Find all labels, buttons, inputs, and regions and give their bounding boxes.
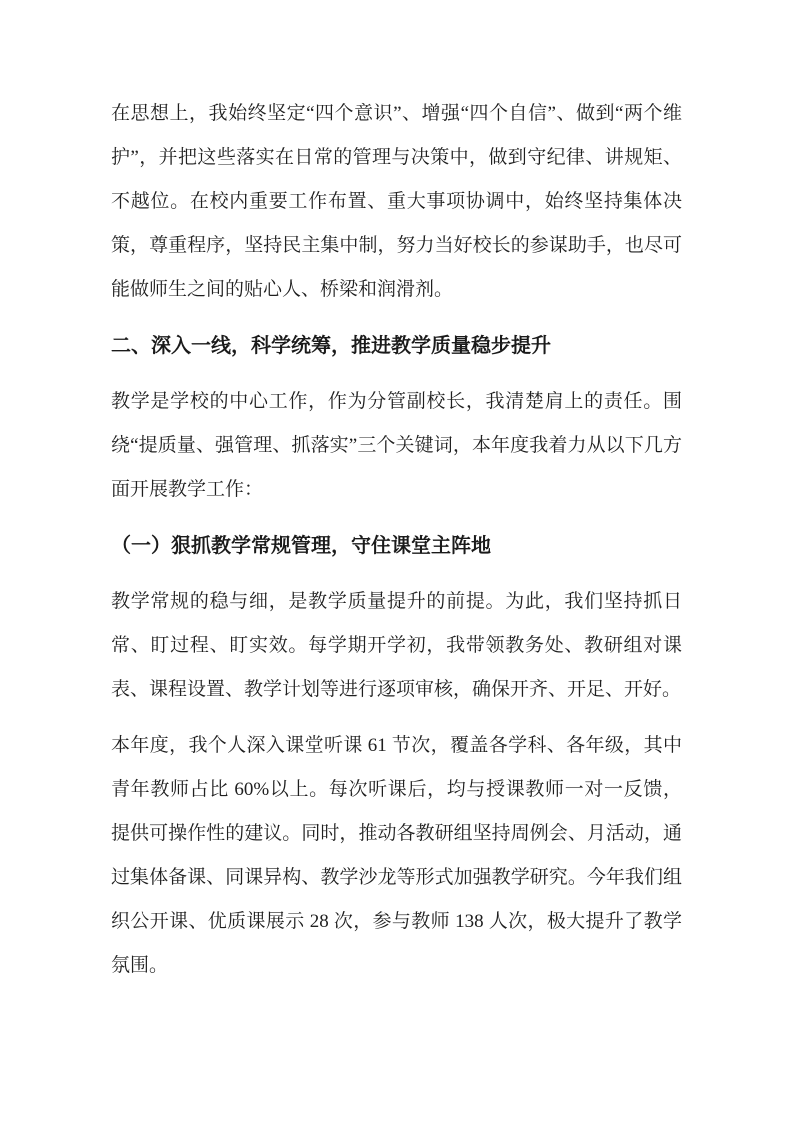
paragraph-routine-management: 教学常规的稳与细，是教学质量提升的前提。为此，我们坚持抓日常、盯过程、盯实效。每学期开学初，我带领教务处、教研组对课表、课程设置、教学计划等进行逐项审核，确保开齐、开足、开好。	[111, 591, 682, 700]
heading-section-two-teaching-quality: 二、深入一线，科学统筹，推进教学质量稳步提升	[111, 335, 551, 357]
paragraph-teaching-responsibility: 教学是学校的中心工作，作为分管副校长，我清楚肩上的责任。围绕“提质量、强管理、抓落实”三个关键词，本年度我着力从以下几方面开展教学工作：	[111, 391, 682, 500]
heading-subsection-one-routine-management: （一）狠抓教学常规管理，守住课堂主阵地	[111, 535, 491, 557]
paragraph-classroom-observation-stats: 本年度，我个人深入课堂听课 61 节次，覆盖各学科、各年级，其中青年教师占比 60%以上。每次听课后，均与授课教师一对一反馈，提供可操作性的建议。同时，推动各教研组坚持周例会、月活动，通过集体备课、同课异构、教学沙龙等形式加强教学研究。今年我们组织公开课、优质课展示 28 次，参与教师 138 人次，极大提升了教学氛围。	[111, 735, 682, 976]
paragraph-ideology: 在思想上，我始终坚定“四个意识”、增强“四个自信”、做到“两个维护”，并把这些落实在日常的管理与决策中，做到守纪律、讲规矩、不越位。在校内重要工作布置、重大事项协调中，始终坚持集体决策，尊重程序，坚持民主集中制，努力当好校长的参谋助手，也尽可能做师生之间的贴心人、桥梁和润滑剂。	[111, 103, 682, 300]
